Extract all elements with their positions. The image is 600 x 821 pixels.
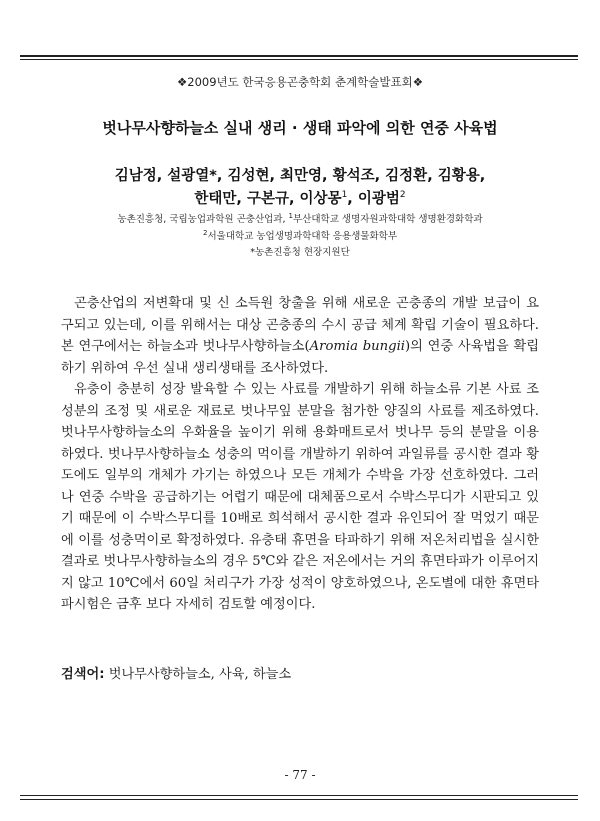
author-line-2 — [0, 187, 600, 208]
author-names-a: 한태만, 구본규, 이상몽 — [194, 191, 342, 207]
author-names-b: , 이광범 — [347, 191, 400, 207]
keywords-text: 벗나무사향하늘소, 사육, 하늘소 — [108, 667, 292, 682]
affiliation-1-main: 농촌진흥청, 국립농업과학원 곤충산업과, — [117, 214, 286, 225]
species-name: Aromia bungii — [309, 339, 406, 354]
abstract-paragraph-1 — [61, 293, 539, 379]
bottom-rule-inner — [20, 795, 578, 796]
abstract-paragraph-2: 유충이 충분히 성장 발육할 수 있는 사료를 개발하기 위해 하늘소류 기본 사료 조성분의 조정 및 새로운 재료로 벗나무잎 분말을 첨가한 양질의 사료를 제조하였다. 벗나무사향하늘소의 우화율을 높이기 위해 용화매트로서 벗나무 등의 분말을 이용하였다. 벗나무사향하늘소 성충의 먹이를 개발하기 위하여 과일류를 공시한 결과 황도에도 일부의 개체가 가기는 하였으나 모든 개체가 수박을 가장 선호하였다. 그러나 연중 수박을 공급하기는 어렵기 때문에 대체품으로서 수박스무디가 시판되고 있기 때문에 이 수박스무디를 10배로 희석해서 공시한 결과 유인되어 잘 먹었기 때문에 이를 성충먹이로 확정하였다. 유충태 휴면을 타파하기 위해 저온처리법을 실시한 결과로 벗나무사향하늘소의 경우 5℃와 같은 저온에서는 거의 휴면타파가 이루어지지 않고 10℃에서 60일 처리구가 가장 성적이 양호하였으나, 온도별에 대한 휴면타파시험은 금후 보다 자세히 검토할 예정이다. — [61, 382, 539, 612]
paper-title: 벗나무사향하늘소 실내 생리 · 생태 파악에 의한 연중 사육법 — [102, 119, 498, 137]
abstract-p1-a: 곤충산업의 저변확대 및 신 소득원 창출을 위해 새로운 곤충종의 개발 보급이 요구되고 있는데, 이를 위해서는 대상 곤충종의 수시 공급 체계 확립 기술이 필요하다. 본 연구에서는 하늘소과 벗나무사향하늘소( — [61, 296, 539, 354]
top-rule-inner — [20, 59, 578, 60]
conference-header: ❖2009년도 한국응용곤충학회 춘계학술발표회❖ — [176, 75, 424, 89]
abstract-body — [61, 293, 539, 616]
affiliation-2-text: 서울대학교 농업생명과학대학 응용생물화학부 — [207, 231, 398, 242]
affiliation-2-mark: 2 — [202, 228, 208, 237]
bottom-rule — [20, 799, 578, 800]
top-rule — [20, 55, 578, 57]
keywords-label: 검색어: — [61, 667, 105, 682]
abstract-p1-b: )의 연중 사육법을 확립하기 위하여 우선 실내 생리생태를 조사하였다. — [61, 339, 539, 376]
affiliation-1-mark: 1 — [288, 211, 293, 220]
affiliation-1 — [0, 211, 600, 225]
author-line-1: 김남정, 설광열*, 김성현, 최만영, 황석조, 김정환, 김황용, — [114, 168, 486, 184]
author-affil-mark-2: 2 — [399, 190, 406, 201]
affiliation-3: *농촌진흥청 현장지원단 — [250, 247, 350, 258]
page-number: - 77 - — [284, 768, 316, 782]
author-affil-mark-1: 1 — [341, 190, 348, 201]
affiliation-1-rest: 부산대학교 생명자원과학대학 생명환경화학과 — [293, 214, 483, 225]
keywords-line — [61, 663, 539, 682]
affiliation-2 — [0, 228, 600, 242]
